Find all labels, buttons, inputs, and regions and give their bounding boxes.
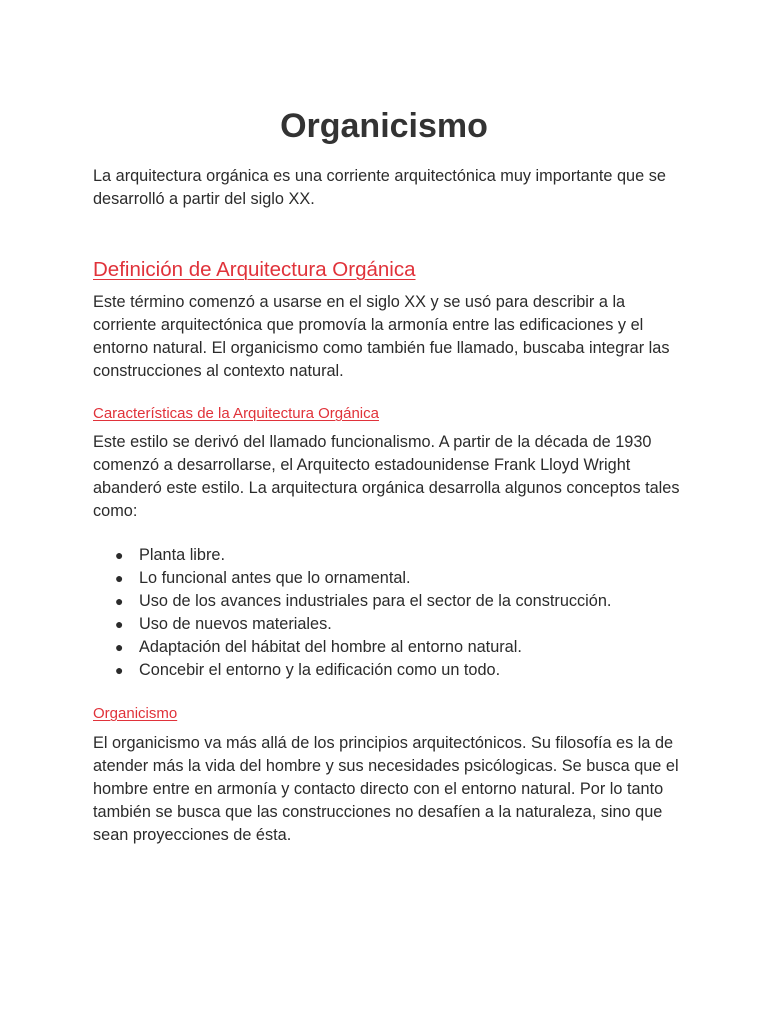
bullet-icon: ● — [115, 662, 124, 678]
page-title: Organicismo — [280, 107, 488, 145]
list-item-text: Uso de los avances industriales para el sector de la construcción. — [139, 592, 612, 610]
intro-paragraph: La arquitectura orgánica es una corriente arquitectónica muy importante que se desarrolló a partir del siglo XX. — [93, 167, 666, 208]
organicismo-paragraph: El organicismo va más allá de los principios arquitectónicos. Su filosofía es la de atender más la vida del hombre y sus necesidades psicólogicas. Se busca que el hombre entre en armonía y contacto directo con el entorno natural. Por lo tanto también se busca que las construcciones no desafíen a la naturaleza, sino que sean proyecciones de ésta. — [93, 734, 679, 844]
list-item — [93, 613, 683, 636]
bullet-icon: ● — [115, 593, 124, 609]
list-item-text: Planta libre. — [139, 546, 225, 564]
list-item-text: Uso de nuevos materiales. — [139, 615, 332, 633]
list-item — [93, 590, 683, 613]
bullet-icon: ● — [115, 616, 124, 632]
bullet-icon: ● — [115, 570, 124, 586]
bullet-icon: ● — [115, 547, 124, 563]
section-heading-definicion[interactable]: Definición de Arquitectura Orgánica — [93, 258, 416, 281]
section-heading-organicismo[interactable]: Organicismo — [93, 705, 178, 722]
list-item — [93, 544, 683, 567]
list-item — [93, 567, 683, 590]
list-item — [93, 636, 683, 659]
list-item-text: Lo funcional antes que lo ornamental. — [139, 569, 411, 587]
list-item-text: Concebir el entorno y la edificación como un todo. — [139, 661, 501, 679]
list-item-text: Adaptación del hábitat del hombre al entorno natural. — [139, 638, 522, 656]
caracteristicas-paragraph: Este estilo se derivó del llamado funcionalismo. A partir de la década de 1930 comenzó a desarrollarse, el Arquitecto estadounidense Frank Lloyd Wright abanderó este estilo. La arquitectura orgánica desarrolla algunos conceptos tales como: — [93, 433, 680, 520]
bullet-icon: ● — [115, 639, 124, 655]
list-item — [93, 659, 683, 682]
definicion-paragraph: Este término comenzó a usarse en el siglo XX y se usó para describir a la corriente arquitectónica que promovía la armonía entre las edificaciones y el entorno natural. El organicismo como también fue llamado, buscaba integrar las construcciones al contexto natural. — [93, 293, 670, 380]
characteristics-list — [93, 544, 683, 682]
section-heading-caracteristicas[interactable]: Características de la Arquitectura Orgánica — [93, 405, 379, 422]
